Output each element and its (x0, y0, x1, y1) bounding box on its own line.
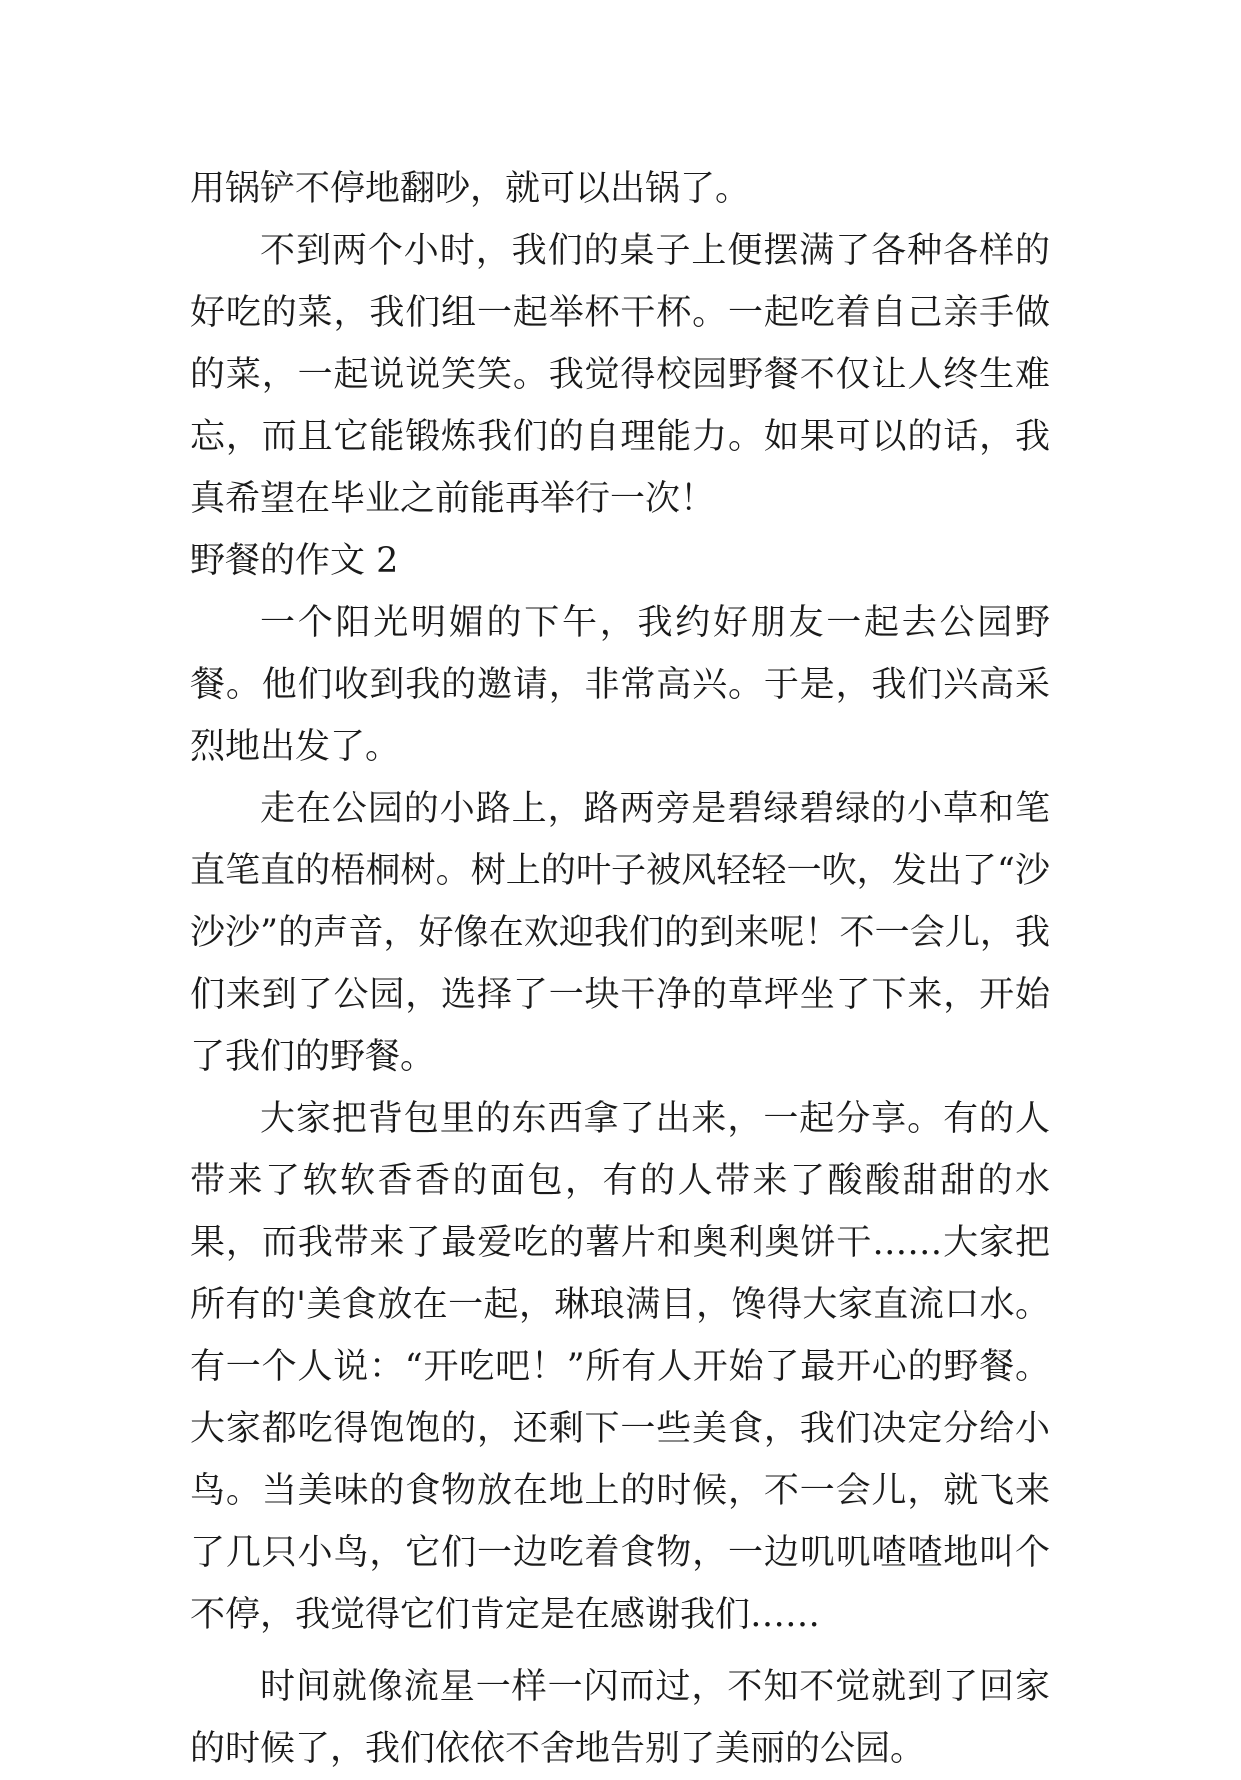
continuation-paragraph: 用锅铲不停地翻吵，就可以出锅了。 (190, 169, 751, 209)
paragraph-gap (190, 1646, 1050, 1656)
essay-heading: 野餐的作文 2 (190, 541, 399, 581)
paragraph-2: 一个阳光明媚的下午，我约好朋友一起去公园野餐。他们收到我的邀请，非常高兴。于是，我们兴高采烈地出发了。 (190, 603, 1050, 767)
paragraph-4: 大家把背包里的东西拿了出来，一起分享。有的人带来了软软香香的面包，有的人带来了酸酸甜甜的水果，而我带来了最爱吃的薯片和奥利奥饼干……大家把所有的'美食放在一起，琳琅满目，馋得大家直流口水。有一个人说：“开吃吧！”所有人开始了最开心的野餐。大家都吃得饱饱的，还剩下一些美食，我们决定分给小鸟。当美味的食物放在地上的时候，不一会儿，就飞来了几只小鸟，它们一边吃着食物，一边叽叽喳喳地叫个不停，我觉得它们肯定是在感谢我们…… (190, 1099, 1050, 1635)
paragraph-1: 不到两个小时，我们的桌子上便摆满了各种各样的好吃的菜，我们组一起举杯干杯。一起吃着自己亲手做的菜，一起说说笑笑。我觉得校园野餐不仅让人终生难忘，而且它能锻炼我们的自理能力。如果可以的话，我真希望在毕业之前能再举行一次！ (190, 231, 1050, 519)
paragraph-5: 时间就像流星一样一闪而过，不知不觉就到了回家的时候了，我们依依不舍地告别了美丽的公园。 (190, 1667, 1050, 1769)
essay-body (190, 158, 1050, 1780)
paragraph-3: 走在公园的小路上，路两旁是碧绿碧绿的小草和笔直笔直的梧桐树。树上的叶子被风轻轻一吹，发出了“沙沙沙”的声音，好像在欢迎我们的到来呢！不一会儿，我们来到了公园，选择了一块干净的草坪坐了下来，开始了我们的野餐。 (190, 789, 1050, 1077)
